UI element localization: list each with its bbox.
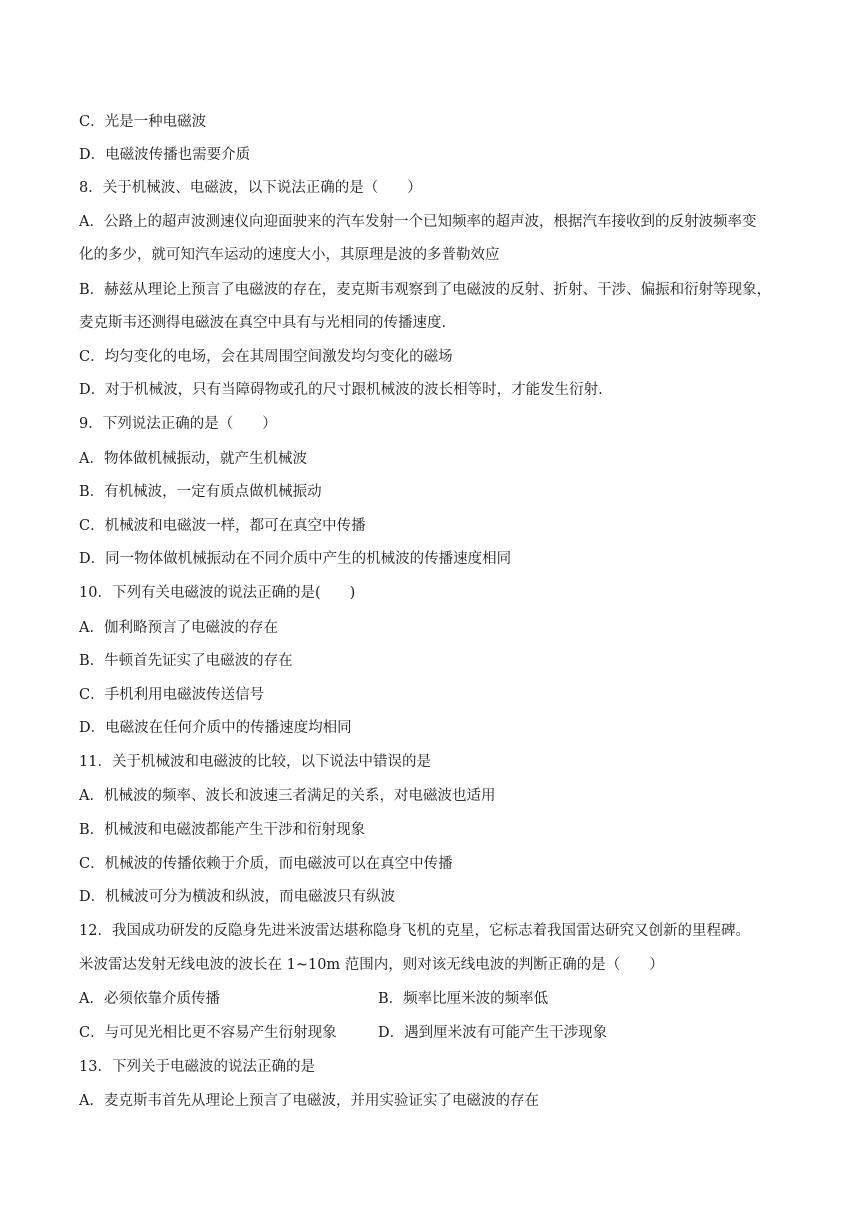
question-13: 13．下列关于电磁波的说法正确的是 xyxy=(79,1059,315,1075)
option-a-q11: A．机械波的频率、波长和波速三者满足的关系，对电磁波也适用 xyxy=(79,788,496,804)
option-a-q8-line2: 化的多少，就可知汽车运动的速度大小，其原理是波的多普勒效应 xyxy=(79,247,500,263)
option-a-q8-line1: A．公路上的超声波测速仪向迎面驶来的汽车发射一个已知频率的超声波，根据汽车接收到的反射波频率变 xyxy=(79,214,757,230)
option-c-q12: C．与可见光相比更不容易产生衍射现象 xyxy=(79,1025,337,1041)
question-9: 9．下列说法正确的是（ ） xyxy=(79,416,277,432)
option-b-q8-line1: B．赫兹从理论上预言了电磁波的存在，麦克斯韦观察到了电磁波的反射、折射、干涉、偏振和衍射等现象， xyxy=(79,282,772,298)
option-d-q8: D．对于机械波，只有当障碍物或孔的尺寸跟机械波的波长相等时，才能发生衍射. xyxy=(79,382,603,398)
option-c-q7: C．光是一种电磁波 xyxy=(79,114,207,130)
option-c-q10: C．手机利用电磁波传送信号 xyxy=(79,687,265,703)
option-c-q8: C．均匀变化的电场，会在其周围空间激发均匀变化的磁场 xyxy=(79,349,453,365)
option-a-q10: A．伽利略预言了电磁波的存在 xyxy=(79,620,278,636)
option-d-q9: D．同一物体做机械振动在不同介质中产生的机械波的传播速度相同 xyxy=(79,551,512,567)
option-b-q11: B．机械波和电磁波都能产生干涉和衍射现象 xyxy=(79,822,366,838)
question-12-line1: 12．我国成功研发的反隐身先进米波雷达堪称隐身飞机的克星，它标志着我国雷达研究又创新的里程碑。 xyxy=(79,923,750,939)
option-a-q9: A．物体做机械振动，就产生机械波 xyxy=(79,451,307,467)
option-c-q9: C．机械波和电磁波一样，都可在真空中传播 xyxy=(79,518,366,534)
question-12-line2: 米波雷达发射无线电波的波长在 1~10m 范围内，则对该无线电波的判断正确的是（ ） xyxy=(79,957,664,973)
option-b-q8-line2: 麦克斯韦还测得电磁波在真空中具有与光相同的传播速度. xyxy=(79,315,447,331)
option-b-q10: B．牛顿首先证实了电磁波的存在 xyxy=(79,653,293,669)
option-b-q12: B．频率比厘米波的频率低 xyxy=(378,991,549,1007)
option-d-q10: D．电磁波在任何介质中的传播速度均相同 xyxy=(79,720,352,736)
question-10: 10．下列有关电磁波的说法正确的是( ) xyxy=(79,585,356,601)
option-d-q11: D．机械波可分为横波和纵波，而电磁波只有纵波 xyxy=(79,889,396,905)
option-a-q12: A．必须依靠介质传播 xyxy=(79,991,220,1007)
question-8: 8．关于机械波、电磁波，以下说法正确的是（ ） xyxy=(79,180,422,196)
option-d-q7: D．电磁波传播也需要介质 xyxy=(79,147,251,163)
question-11: 11．关于机械波和电磁波的比较，以下说法中错误的是 xyxy=(79,754,431,770)
option-c-q11: C．机械波的传播依赖于介质，而电磁波可以在真空中传播 xyxy=(79,856,453,872)
option-a-q13: A．麦克斯韦首先从理论上预言了电磁波，并用实验证实了电磁波的存在 xyxy=(79,1093,539,1109)
option-d-q12: D．遇到厘米波有可能产生干涉现象 xyxy=(378,1025,608,1041)
option-b-q9: B．有机械波，一定有质点做机械振动 xyxy=(79,484,322,500)
